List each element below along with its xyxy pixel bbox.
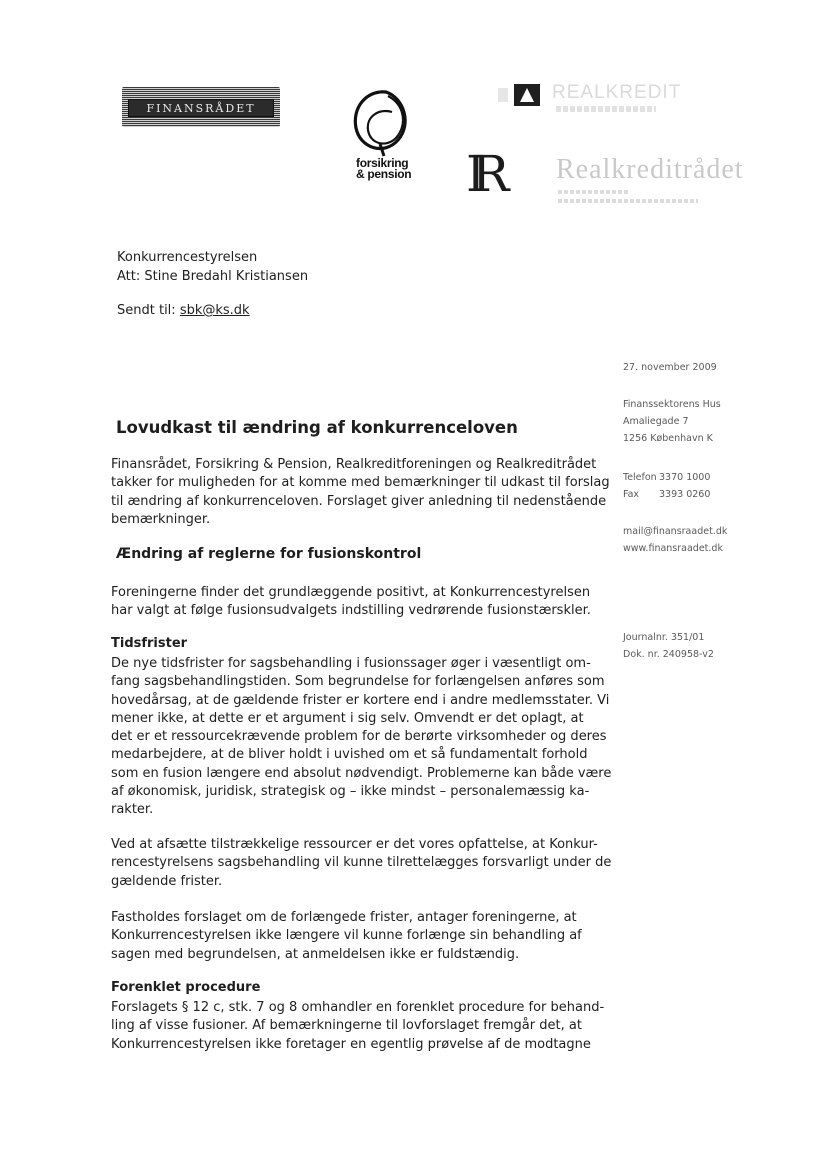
paragraph-line: som en fusion længere end absolut nødvendigt. Problemerne kan både være <box>111 765 612 781</box>
paragraph-line: gældende frister. <box>111 873 223 889</box>
sender-website: www.finansraadet.dk <box>623 543 723 554</box>
finansraadet-logo-band <box>128 99 274 117</box>
paragraph-line: det er et ressourcekrævende problem for de berørte virksomheder og deres <box>111 729 607 745</box>
sender-street: Amaliegade 7 <box>623 416 689 427</box>
intro-line: bemærkninger. <box>111 511 211 527</box>
realkreditraadet-logo <box>466 145 766 214</box>
finansraadet-logo-text: FINANSRÅDET <box>146 101 256 115</box>
fusionskontrol-paragraph <box>111 584 591 621</box>
forsikring-pension-emblem <box>346 86 418 158</box>
intro-line: Finansrådet, Forsikring & Pension, Realkreditforeningen og Realkreditrådet <box>111 457 597 472</box>
subheading-tidsfrister: Tidsfrister <box>111 636 188 651</box>
paragraph-line: fang sagsbehandlingstiden. Som begrundelse for forlængelsen anføres som <box>111 674 605 690</box>
tidsfrister-paragraph-3 <box>111 909 591 964</box>
sender-contact-numbers <box>623 469 710 503</box>
paragraph-line: mener ikke, at dette er et argument i sig selv. Omvendt er det oplagt, at <box>111 710 584 726</box>
sender-email: mail@finansraadet.dk <box>623 526 728 537</box>
paragraph-line: Konkurrencestyrelsen ikke længere vil kunne forlænge sin behandling af <box>111 928 582 944</box>
recipient-attention: Att: Stine Bredahl Kristiansen <box>117 269 309 284</box>
paragraph-line: rencestyrelsens sagsbehandling vil kunne tilrettelægges forsvarligt under de <box>111 855 612 871</box>
fax-number: 3393 0260 <box>659 489 711 500</box>
paragraph-line: ling af visse fusioner. Af bemærkningerne til lovforslaget fremgår det, at <box>111 1018 582 1034</box>
tidsfrister-paragraph-2 <box>111 836 612 891</box>
forsikring-pension-wordmark <box>356 158 426 180</box>
intro-paragraph <box>111 456 610 529</box>
sender-online-contact <box>623 523 727 557</box>
realkreditraadet-monogram: IR <box>466 145 496 203</box>
paragraph-line: Foreningerne finder det grundlæggende positivt, at Konkurrencestyrelsen <box>111 585 591 600</box>
finansraadet-logo <box>122 87 280 127</box>
phone-line <box>623 469 710 486</box>
paragraph-line: De nye tidsfrister for sagsbehandling i fusionssager øger i væsentligt om- <box>111 656 591 671</box>
realkreditraadet-subtitle-2 <box>558 199 698 203</box>
paragraph-line: sagen med begrundelsen, at anmeldelsen ikke er fuldstændig. <box>111 946 520 962</box>
fax-label: Fax <box>623 489 640 500</box>
realkreditforeningen-subtitle <box>556 106 656 112</box>
letter-title: Lovudkast til ændring af konkurrenceloven <box>116 418 518 437</box>
phone-label: Telefon <box>623 472 657 483</box>
letter-date <box>623 359 717 376</box>
paragraph-line: Fastholdes forslaget om de forlængede frister, antager foreningerne, at <box>111 910 577 925</box>
sent-to-email-link[interactable]: sbk@ks.dk <box>179 303 250 318</box>
phone-number: 3370 1000 <box>659 472 711 483</box>
realkreditforeningen-logo <box>496 82 682 122</box>
paragraph-line: medarbejdere, at de bliver holdt i uvished om et så fundamentalt forhold <box>111 747 588 763</box>
recipient-name: Konkurrencestyrelsen <box>117 250 258 265</box>
realkreditraadet-subtitle-1 <box>558 190 628 194</box>
document-references <box>623 629 714 663</box>
realkreditraadet-text: Realkreditrådet <box>556 154 744 185</box>
subheading-forenklet-procedure: Forenklet procedure <box>111 980 261 995</box>
tidsfrister-paragraph-1 <box>111 655 612 820</box>
sender-org: Finanssektorens Hus <box>623 399 721 410</box>
date-text: 27. november 2009 <box>623 362 717 373</box>
journal-number: Journalnr. 351/01 <box>623 632 705 643</box>
intro-line: til ændring af konkurrenceloven. Forslaget giver anledning til nedenstående <box>111 493 607 509</box>
sender-address <box>623 396 721 447</box>
paragraph-line: Ved at afsætte tilstrækkelige ressourcer er det vores opfattelse, at Konkur- <box>111 837 598 852</box>
recipient-address <box>117 248 308 286</box>
sent-to-line <box>117 303 250 318</box>
forsikring-text: forsikring <box>356 156 409 170</box>
fax-line <box>623 486 710 503</box>
forenklet-paragraph <box>111 999 605 1054</box>
realkreditforeningen-text: REALKREDIT <box>552 82 682 103</box>
document-number: Dok. nr. 240958-v2 <box>623 649 714 660</box>
paragraph-line: hovedårsag, at de gældende frister er kortere end i andre medlemsstater. Vi <box>111 692 610 708</box>
sender-city: 1256 København K <box>623 433 713 444</box>
realkreditforeningen-mark <box>496 82 550 108</box>
paragraph-line: af økonomisk, juridisk, strategisk og – ikke mindst – personalemæssig ka- <box>111 784 590 800</box>
section-heading-fusionskontrol: Ændring af reglerne for fusionskontrol <box>116 546 422 562</box>
paragraph-line: Forslagets § 12 c, stk. 7 og 8 omhandler en forenklet procedure for behand- <box>111 1000 605 1015</box>
paragraph-line: rakter. <box>111 802 154 818</box>
sent-to-label: Sendt til: <box>117 303 180 318</box>
pension-text: & pension <box>356 167 412 181</box>
paragraph-line: har valgt at følge fusionsudvalgets indstilling vedrørende fusionstærskler. <box>111 603 591 619</box>
forsikring-pension-logo <box>340 86 428 186</box>
intro-line: takker for muligheden for at komme med bemærkninger til udkast til forslag <box>111 475 610 491</box>
paragraph-line: Konkurrencestyrelsen ikke foretager en egentlig prøvelse af de modtagne <box>111 1036 591 1052</box>
